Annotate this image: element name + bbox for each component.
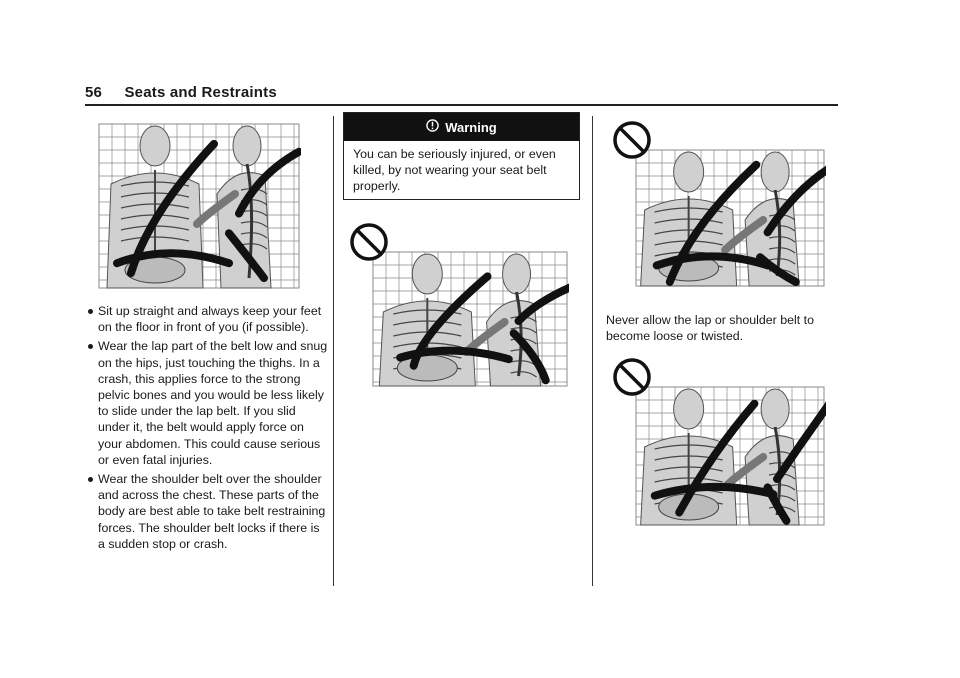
header-rule [85, 104, 838, 106]
prohibited-icon [615, 123, 649, 157]
figure-incorrect-belt-2 [612, 118, 826, 288]
figure-correct-belt [97, 122, 301, 290]
warning-icon [426, 119, 439, 135]
seatbelt-illustration [349, 220, 569, 388]
seatbelt-illustration [97, 122, 301, 290]
seatbelt-illustration [612, 355, 826, 527]
prohibited-icon [615, 360, 649, 394]
belt-advice-text: Never allow the lap or shoulder belt to become loose or twisted. [606, 313, 815, 344]
column-divider-right [592, 116, 593, 586]
bullet-icon [88, 477, 93, 482]
seatbelt-illustration [612, 118, 826, 288]
warning-header [344, 113, 579, 141]
page-number: 56 [85, 84, 103, 101]
warning-box [343, 112, 580, 200]
list-item: Sit up straight and always keep your feet on the floor in front of you (if possible). [88, 303, 328, 335]
warning-title: Warning [445, 119, 497, 135]
figure-incorrect-belt-1 [349, 220, 569, 388]
bullet-icon [88, 344, 93, 349]
bullet-icon [88, 309, 93, 314]
warning-text: You can be seriously injured, or even killed, by not wearing your seat belt properly. [353, 147, 556, 194]
page-header [85, 84, 277, 101]
figure-incorrect-belt-3 [612, 355, 826, 527]
section-title: Seats and Restraints [124, 84, 277, 101]
instruction-list [88, 303, 328, 555]
list-item: Wear the shoulder belt over the shoulder and across the chest. These parts of the body are best able to take belt restraining forces. The shoulder belt locks if there is a sudden stop or crash. [88, 471, 328, 552]
list-item: Wear the lap part of the belt low and snug on the hips, just touching the thighs. In a crash, this applies force to the strong pelvic bones and you would be less likely to slide under the lap belt. If you slid under it, the belt would apply force on your abdomen. This could cause serious or even fatal injuries. [88, 338, 328, 468]
prohibited-icon [352, 225, 386, 259]
column-divider-left [333, 116, 334, 586]
